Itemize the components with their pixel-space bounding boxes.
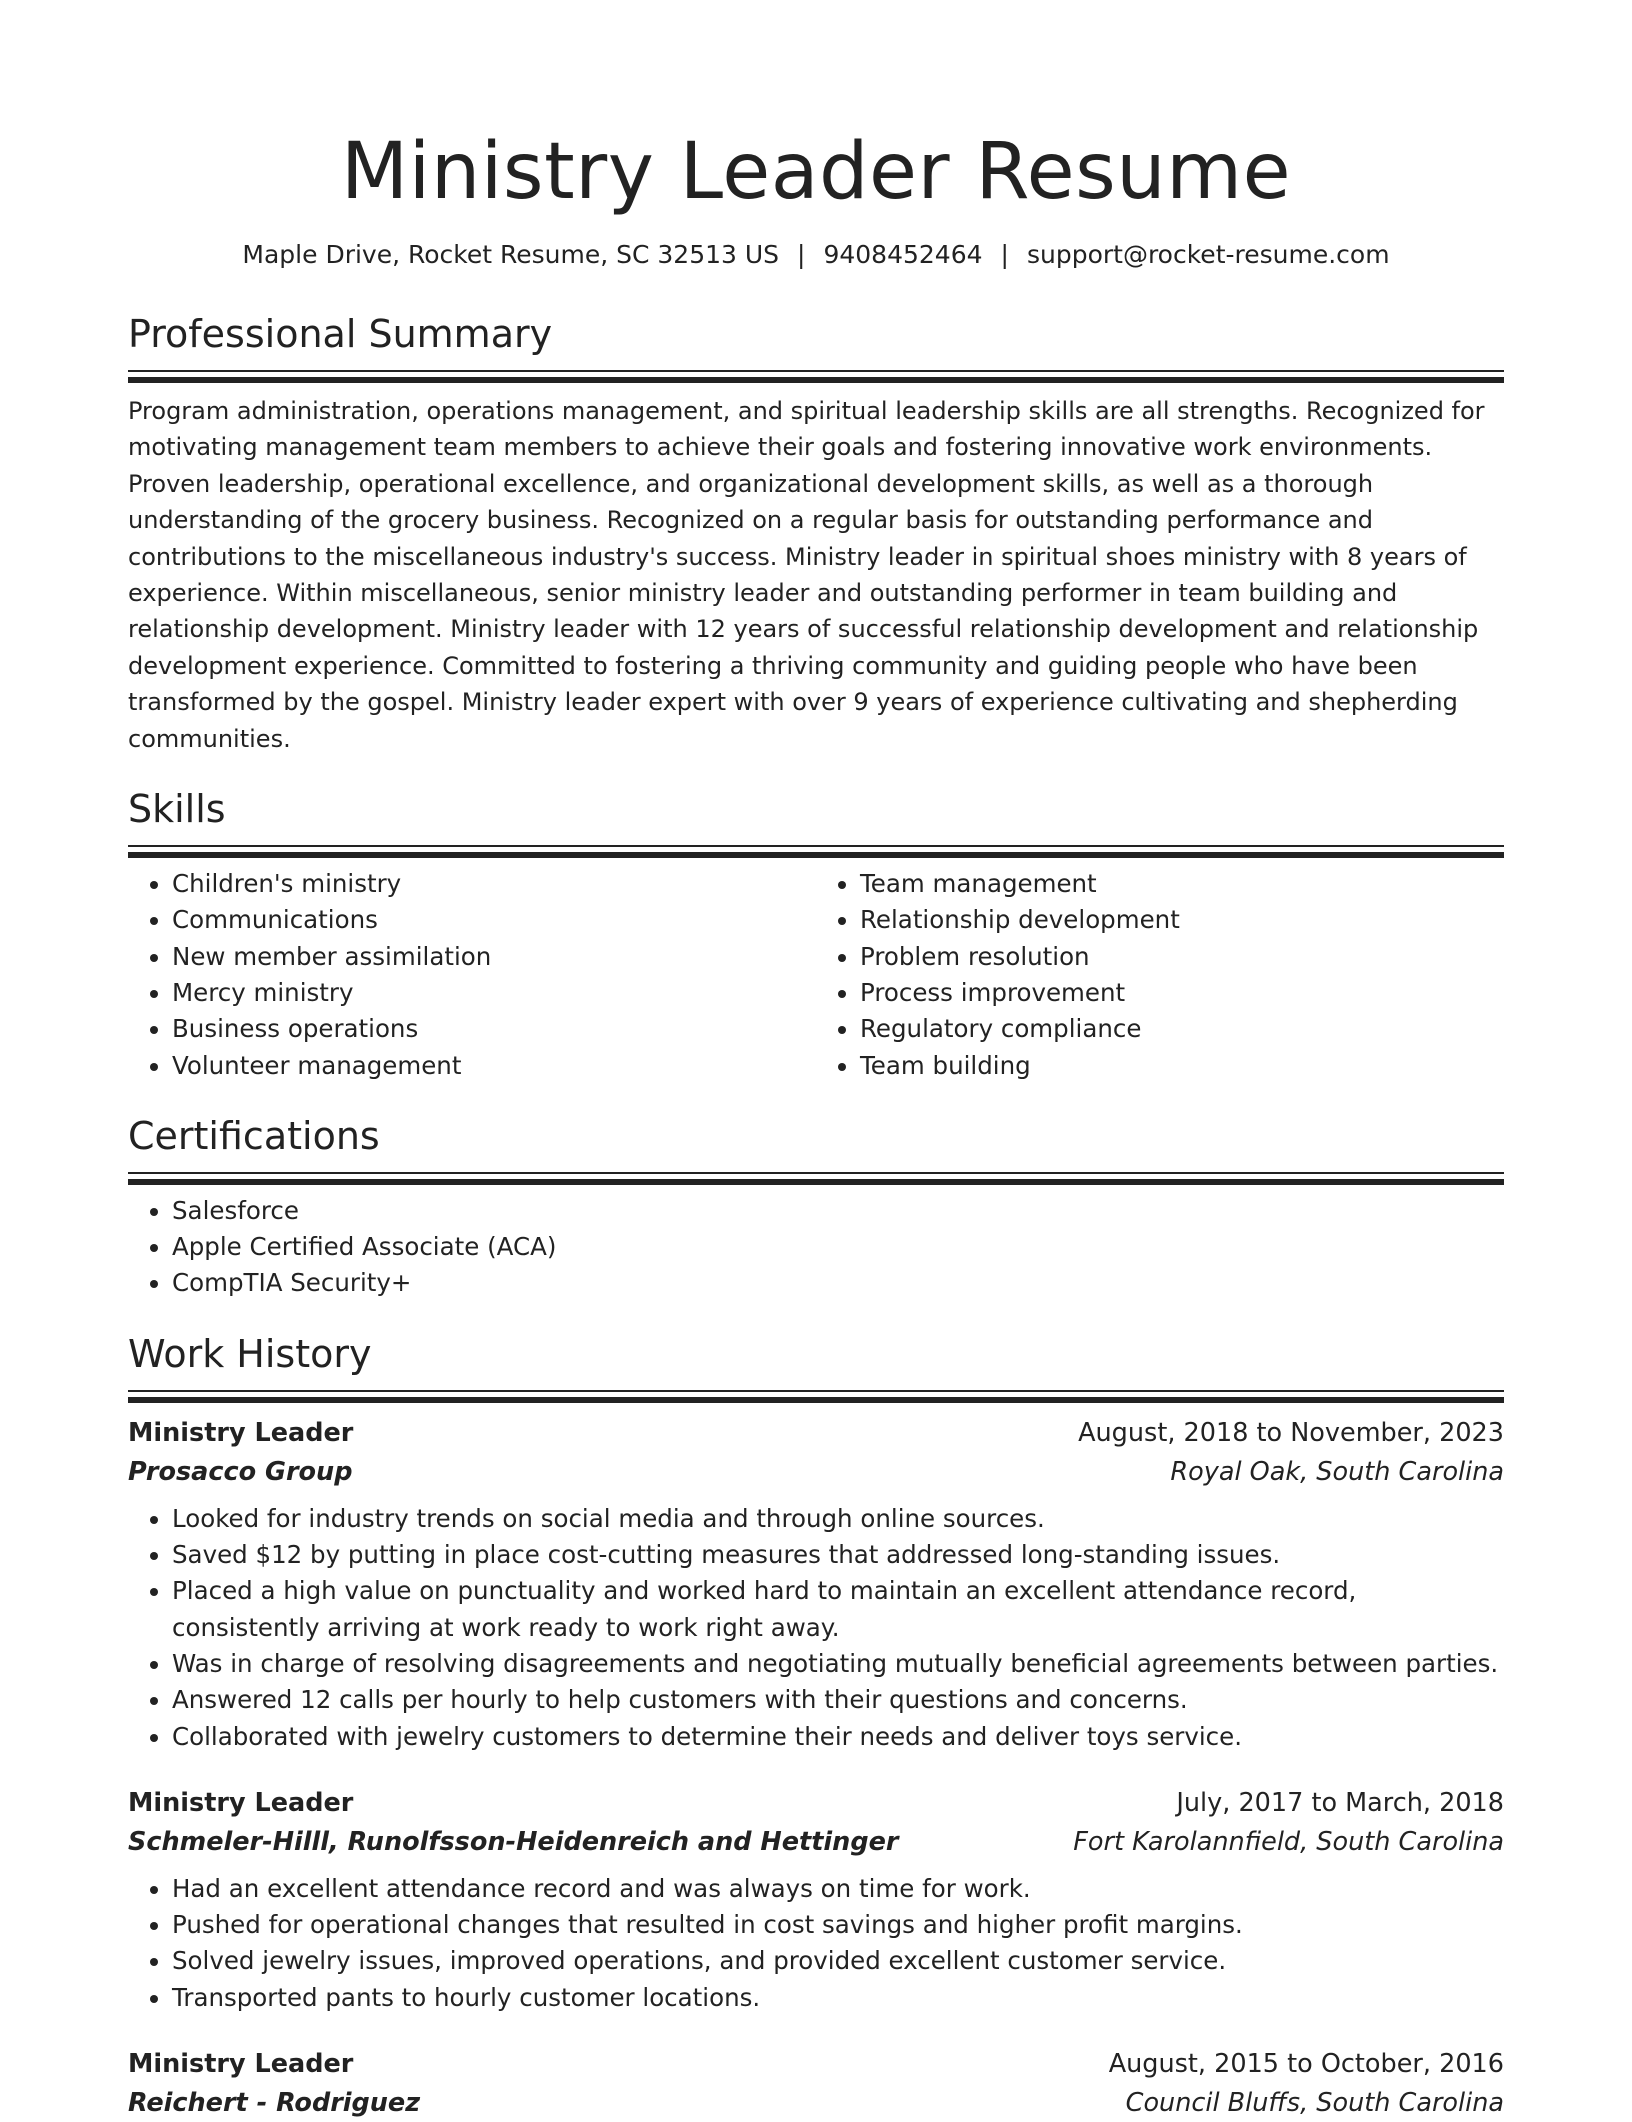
resume-page <box>128 0 1504 2122</box>
contact-email: support@rocket-resume.com <box>1026 240 1390 269</box>
job-bullet: • Saved $12 by putting in place cost-cutting measures that addressed long-standing issues. <box>172 1537 1504 1573</box>
section-divider <box>128 1390 1504 1405</box>
job-bullet: • Pushed for operational changes that resulted in cost savings and higher profit margins. <box>172 1907 1504 1943</box>
job-title: Ministry Leader <box>128 2049 354 2079</box>
skill-item: • Team building <box>860 1048 1504 1084</box>
job-bullet: • Had an excellent attendance record and was always on time for work. <box>172 1871 1504 1907</box>
section-title-skills: Skills <box>128 787 226 832</box>
section-title-summary: Professional Summary <box>128 312 553 356</box>
work-history-section <box>128 1330 1504 2122</box>
job-entry <box>128 1413 1504 1755</box>
job-dates: July, 2017 to March, 2018 <box>1176 1787 1504 1818</box>
summary-text: Program administration, operations management, and spiritual leadership skills are all strengths. Recognized for motivating management team members to achieve their goals and fostering innovative work environments. Proven leadership, operational excellence, and organizational development skills, as well as a thorough understanding of the grocery business. Recognized on a regular basis for outstanding performance and contributions to the miscellaneous industry's success. Ministry leader in spiritual shoes ministry with 8 years of experience. Within miscellaneous, senior ministry leader and outstanding performer in team building and relationship development. Ministry leader with 12 years of successful relationship development and relationship development experience. Committed to fostering a thriving community and guiding people who have been transformed by the gospel. Ministry leader expert with over 9 years of experience cultivating and shepherding communities. <box>128 397 1485 753</box>
certification-item: • Apple Certified Associate (ACA) <box>172 1229 1504 1265</box>
section-divider <box>128 845 1504 860</box>
job-subheader <box>128 2084 1504 2122</box>
job-location: Fort Karolannfield, South Carolina <box>1073 1826 1504 1857</box>
contact-separator: | <box>1000 240 1009 269</box>
job-company: Schmeler-Hilll, Runolfsson-Heidenreich and Hettinger <box>128 1826 899 1857</box>
skill-item: • Problem resolution <box>860 939 1504 975</box>
job-bullet: • Answered 12 calls per hourly to help customers with their questions and concerns. <box>172 1682 1504 1718</box>
skills-section <box>128 785 1504 1084</box>
summary-section <box>128 310 1504 757</box>
contact-separator: | <box>797 240 806 269</box>
job-company: Prosacco Group <box>128 1456 353 1487</box>
job-dates: August, 2015 to October, 2016 <box>1108 2049 1504 2079</box>
job-entry <box>128 1783 1504 2016</box>
skill-item: • Team management <box>860 866 1504 902</box>
skills-grid <box>128 866 1504 1084</box>
skill-item: • Volunteer management <box>172 1048 816 1084</box>
skill-item: • Children's ministry <box>172 866 816 902</box>
job-bullet: • Looked for industry trends on social media and through online sources. <box>172 1501 1504 1537</box>
section-divider <box>128 370 1504 385</box>
job-subheader <box>128 1823 1504 1861</box>
job-bullet: • Transported pants to hourly customer locations. <box>172 1980 1504 2016</box>
page-title: Ministry Leader Resume <box>340 127 1292 217</box>
certification-item: • Salesforce <box>172 1193 1504 1229</box>
job-title: Ministry Leader <box>128 1787 354 1818</box>
skills-list-right <box>816 866 1504 1084</box>
skill-item: • New member assimilation <box>172 939 816 975</box>
skills-list-left <box>128 866 816 1084</box>
skill-item: • Mercy ministry <box>172 975 816 1011</box>
skill-item: • Communications <box>172 902 816 938</box>
job-bullet: • Solved jewelry issues, improved operations, and provided excellent customer service. <box>172 1943 1504 1979</box>
contact-line <box>128 238 1504 272</box>
skill-item: • Business operations <box>172 1011 816 1047</box>
certifications-list <box>128 1193 1504 1302</box>
skill-item: • Relationship development <box>860 902 1504 938</box>
contact-phone: 9408452464 <box>823 240 983 269</box>
section-title-certifications: Certifications <box>128 1113 380 1158</box>
job-title: Ministry Leader <box>128 1417 354 1448</box>
job-bullet: • Collaborated with jewelry customers to determine their needs and deliver toys service. <box>172 1719 1504 1755</box>
job-entry <box>128 2044 1504 2122</box>
certification-item: • CompTIA Security+ <box>172 1265 1504 1301</box>
job-header <box>128 2044 1504 2084</box>
job-company: Reichert - Rodriguez <box>128 2088 421 2118</box>
job-bullets <box>128 1871 1504 2016</box>
job-bullet: • Was in charge of resolving disagreements and negotiating mutually beneficial agreements between parties. <box>172 1646 1504 1682</box>
job-header <box>128 1413 1504 1453</box>
job-dates: August, 2018 to November, 2023 <box>1078 1417 1504 1448</box>
job-bullets <box>128 1501 1504 1755</box>
job-bullet: • Placed a high value on punctuality and worked hard to maintain an excellent attendance record, consistently arriving at work ready to work right away. <box>172 1573 1504 1646</box>
job-header <box>128 1783 1504 1823</box>
job-location: Royal Oak, South Carolina <box>1170 1456 1504 1487</box>
job-subheader <box>128 1453 1504 1491</box>
job-location: Council Bluffs, South Carolina <box>1125 2088 1504 2118</box>
section-title-work-history: Work History <box>128 1331 372 1376</box>
skill-item: • Regulatory compliance <box>860 1011 1504 1047</box>
section-divider <box>128 1172 1504 1187</box>
certifications-section <box>128 1112 1504 1302</box>
contact-address: Maple Drive, Rocket Resume, SC 32513 US <box>242 240 780 269</box>
skill-item: • Process improvement <box>860 975 1504 1011</box>
